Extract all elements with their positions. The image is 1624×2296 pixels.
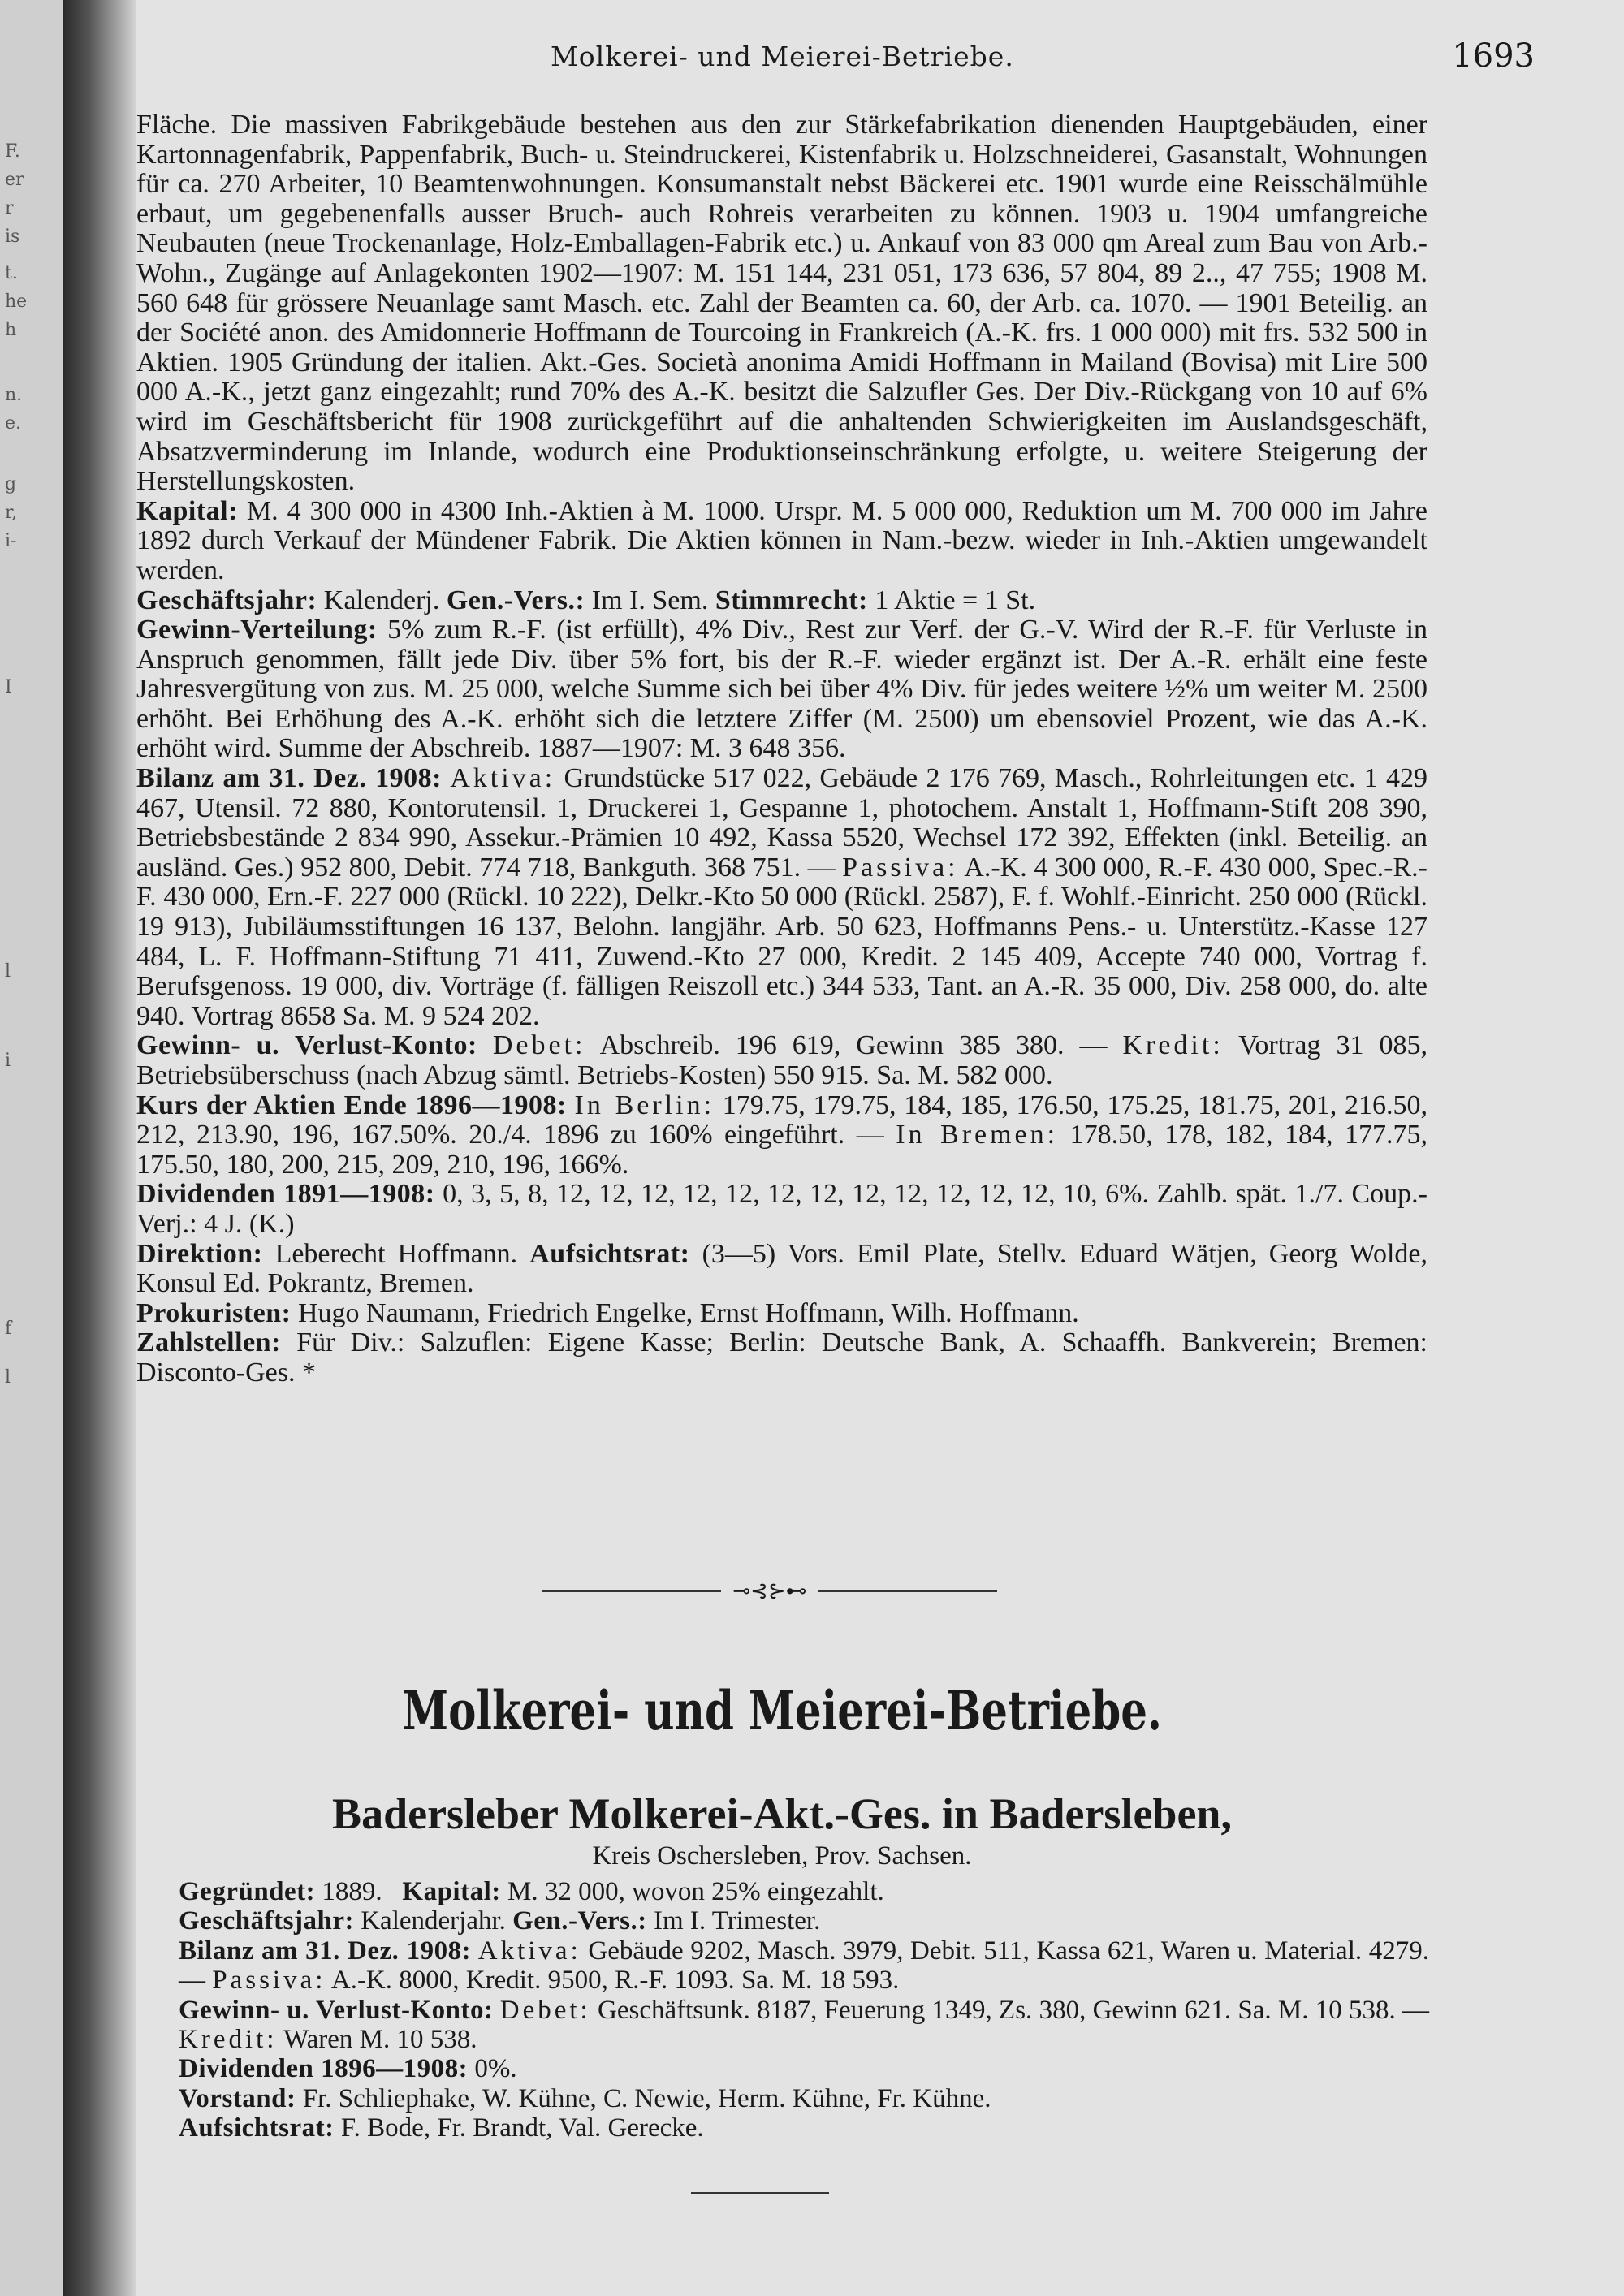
facing-fragment: t.	[5, 263, 18, 283]
company-name: Badersleber Molkerei-Akt.-Ges. in Badersleben,	[332, 1789, 1232, 1838]
debet-text: Geschäftsunk. 8187, Feuerung 1349, Zs. 380, Gewinn 621. Sa. M. 10 538. —	[598, 1995, 1429, 2025]
dividenden-label: Dividenden 1896—1908:	[179, 2054, 469, 2084]
geschaeftsjahr-label: Geschäftsjahr:	[136, 585, 317, 615]
guv-entry	[179, 1996, 1429, 2055]
aufsichtsrat-entry	[179, 2113, 1429, 2143]
facing-fragment: er	[5, 170, 24, 190]
gewinn-verteilung-text: 5% zum R.-F. (ist erfüllt), 4% Div., Rest zur Verf. der G.-V. Wird der R.-F. für Verluste in Anspruch genommen, fällt jede Div. über 5% fort, bis der R.-F. wieder ergänzt ist. Der A.-R. erhält eine feste Jahresvergütung von zus. M. 25 000, welche Summe sich bei über 4% Div. für jedes weitere ½% um weiter M. 2500 erhöht. Bei Erhöhung des A.-K. erhöht sich die letztere Ziffer (M. 2500) um ebensoviel Prozent, wie das A.-K. erhöht wird. Summe der Abschreib. 1887—1907: M. 3 648 356.	[136, 615, 1427, 764]
direktion-label: Direktion:	[136, 1238, 263, 1269]
section-title: Molkerei- und Meierei-Betriebe.	[402, 1679, 1162, 1742]
running-header: Molkerei- und Meierei-Betriebe.	[551, 41, 1014, 72]
guv-entry	[136, 1031, 1427, 1090]
bilanz-label: Bilanz am 31. Dez. 1908:	[136, 763, 442, 794]
company-entry-badersleben	[179, 1877, 1429, 2143]
aktiva-text: Grundstücke 517 022, Gebäude 2 176 769, Masch., Rohrleitungen etc. 1 429 467, Utensil. 72 880, Kontorutensil. 1, Druckerei 1, Gespanne 1, photochem. Anstalt 1, Hoffmann-Stift 208 390, Betriebsbestände 2 834 990, Assekur.-Prämien 10 492, Kassa 5520, Wechsel 172 392, Effekten (inkl. Beteilig. an ausländ. Ges.) 952 800, Debit. 774 718, Bankguth. 368 751. —	[136, 763, 1428, 883]
passiva-text: A.-K. 4 300 000, R.-F. 430 000, Spec.-R.-F. 430 000, Ern.-F. 227 000 (Rückl. 10 222), Delkr.-Kto 50 000 (Rückl. 2587), F. f. Wohlf.-Einricht. 250 000 (Rückl. 19 913), Jubiläumsstiftungen 16 137, Belohn. langjähr. Arb. 50 623, Hoffmanns Pens.- u. Unterstütz.-Kasse 127 484, L. F. Hoffmann-Stiftung 71 411, Zuwend.-Kto 27 000, Kredit. 2 145 409, Accepte 740 000, Vortrag f. Berufsgenoss. 19 000, div. Vorträge (f. fälligen Reiszoll etc.) 344 533, Tant. an A.-R. 35 000, Div. 258 000, do. alte 940. Vortrag 8658 Sa. M. 9 524 202.	[136, 852, 1428, 1031]
dividenden-label: Dividenden 1891—1908:	[136, 1179, 435, 1210]
facing-fragment: i-	[5, 531, 17, 551]
company-location: Kreis Oschersleben, Prov. Sachsen.	[592, 1841, 972, 1871]
stimmrecht-text: 1 Aktie = 1 St.	[875, 585, 1036, 615]
facing-page-edge	[0, 0, 64, 2296]
prokuristen-entry	[136, 1299, 1427, 1329]
bilanz-label: Bilanz am 31. Dez. 1908:	[179, 1936, 472, 1966]
stimmrecht-label: Stimmrecht:	[715, 585, 868, 615]
kapital-entry	[136, 497, 1427, 586]
kredit-label: Kredit:	[179, 2025, 278, 2055]
facing-fragment: r,	[5, 503, 18, 523]
facing-fragment: is	[5, 227, 20, 247]
passiva-label: Passiva:	[212, 1966, 326, 1996]
geschaeftsjahr-entry	[136, 586, 1427, 616]
kapital-text: M. 4 300 000 in 4300 Inh.-Aktien à M. 1000. Urspr. M. 5 000 000, Reduktion um M. 700 000 im Jahre 1892 durch Verkauf der Mündener Fabrik. Die Aktien können in Nam.-bezw. wieder in Inh.-Aktien umgewandelt werden.	[136, 495, 1428, 585]
dividenden-text: 0, 3, 5, 8, 12, 12, 12, 12, 12, 12, 12, 12, 12, 12, 12, 12, 10, 6%. Zahlb. spät. 1./7. Coup.-Verj.: 4 J. (K.)	[136, 1179, 1428, 1239]
gen-vers-text: Im I. Sem.	[591, 585, 709, 615]
aktiva-label: Aktiva:	[450, 763, 556, 794]
zahlstellen-text: Für Div.: Salzuflen: Eigene Kasse; Berlin: Deutsche Bank, A. Schaaffh. Bankverein; Bremen: Disconto-Ges. *	[136, 1327, 1428, 1388]
gewinn-verteilung-label: Gewinn-Verteilung:	[136, 615, 378, 645]
facing-fragment: F.	[5, 141, 20, 162]
passiva-label: Passiva:	[842, 852, 959, 883]
facing-fragment: he	[5, 291, 28, 312]
direktion-entry	[136, 1240, 1427, 1299]
bremen-label: In Bremen:	[896, 1120, 1059, 1150]
dividenden-entry	[179, 2054, 1429, 2083]
facing-fragment: g	[5, 474, 17, 494]
vorstand-label: Vorstand:	[179, 2083, 296, 2113]
ornament-rule-right	[818, 1590, 997, 1592]
debet-label: Debet:	[492, 1030, 586, 1061]
facing-fragment: e.	[5, 413, 22, 434]
facing-fragment: n.	[5, 385, 23, 405]
guv-label: Gewinn- u. Verlust-Konto:	[179, 1995, 494, 2025]
section-ornament	[542, 1579, 997, 1603]
debet-label: Debet:	[499, 1995, 591, 2025]
facing-fragment: i	[5, 1051, 11, 1071]
book-gutter-shadow	[63, 0, 136, 2296]
ornament-rule-left	[542, 1590, 721, 1592]
berlin-label: In Berlin:	[574, 1090, 715, 1120]
kapital-label: Kapital:	[402, 1877, 501, 1906]
berlin-text: 179.75, 179.75, 184, 185, 176.50, 175.25, 181.75, 201, 216.50, 212, 213.90, 196, 167.50%. 20./4. 1896 zu 160% eingeführt. —	[136, 1090, 1428, 1150]
zahlstellen-label: Zahlstellen:	[136, 1327, 281, 1358]
facing-fragment: r	[5, 198, 14, 218]
bilanz-entry	[179, 1936, 1429, 1996]
facing-fragment: I	[5, 677, 12, 697]
geschaeftsjahr-label: Geschäftsjahr:	[179, 1906, 354, 1936]
kredit-text: Vortrag 31 085, Betriebsüberschuss (nach Abzug sämtl. Betriebs-Kosten) 550 915. Sa. M. 582 000.	[136, 1030, 1428, 1090]
bremen-text: 178.50, 178, 182, 184, 177.75, 175.50, 180, 200, 215, 209, 210, 196, 166%.	[136, 1120, 1428, 1180]
description-paragraph: Fläche. Die massiven Fabrikgebäude bestehen aus den zur Stärkefabrikation dienenden Hauptgebäuden, einer Kartonnagenfabrik, Pappenfabrik, Buch- u. Steindruckerei, Kistenfabrik u. Holzschneiderei, Gasanstalt, Wohnungen für ca. 270 Arbeiter, 10 Beamtenwohnungen. Konsumanstalt nebst Bäckerei etc. 1901 wurde eine Reisschälmühle erbaut, um gegebenenfalls ausser Bruch- auch Rohreis verarbeiten zu können. 1903 u. 1904 umfangreiche Neubauten (neue Trockenanlage, Holz-Emballagen-Fabrik etc.) u. Ankauf von 83 000 qm Areal zum Bau von Arb.-Wohn., Zugänge auf Anlagekonten 1902—1907: M. 151 144, 231 051, 173 636, 57 804, 89 2.., 47 755; 1908 M. 560 648 für grössere Neuanlage samt Masch. etc. Zahl der Beamten ca. 60, der Arb. ca. 1070. — 1901 Beteilig. an der Société anon. des Amidonnerie Hoffmann de Tourcoing in Frankreich (A.-K. frs. 1 000 000) mit frs. 532 500 in Aktien. 1905 Gründung der italien. Akt.-Ges. Società anonima Amidi Hoffmann in Mailand (Bovisa) mit Lire 500 000 A.-K., jetzt ganz eingezahlt; rund 70% des A.-K. besitzt die Salzufler Ges. Der Div.-Rückgang von 10 auf 6% wird im Geschäftsbericht für 1908 zurückgeführt auf die anhaltenden Schwierigkeiten im Auslandsgeschäft, Absatzverminderung im Inlande, wodurch eine Produktionseinschränkung erfolgte, u. weitere Steigerung der Herstellungskosten.	[136, 110, 1427, 497]
gewinn-verteilung-entry	[136, 615, 1427, 764]
aufsichtsrat-label: Aufsichtsrat:	[179, 2113, 335, 2143]
gen-vers-label: Gen.-Vers.:	[446, 585, 585, 615]
facing-fragment: l	[5, 1367, 11, 1388]
aufsichtsrat-text: (3—5) Vors. Emil Plate, Stellv. Eduard Wätjen, Georg Wolde, Konsul Ed. Pokrantz, Bremen.	[136, 1238, 1428, 1299]
kurs-label: Kurs der Aktien Ende 1896—1908:	[136, 1090, 567, 1120]
geschaeftsjahr-text: Kalenderjahr.	[361, 1906, 506, 1936]
facing-fragment: h	[5, 320, 17, 340]
aufsichtsrat-text: F. Bode, Fr. Brandt, Val. Gerecke.	[340, 2113, 704, 2143]
gegruendet-label: Gegründet:	[179, 1877, 316, 1906]
dividenden-text: 0%.	[474, 2054, 517, 2084]
vorstand-entry	[179, 2084, 1429, 2113]
geschaeftsjahr-entry	[179, 1906, 1429, 1936]
debet-text: Abschreib. 196 619, Gewinn 385 380. —	[599, 1030, 1108, 1061]
kurs-entry	[136, 1091, 1427, 1180]
passiva-text: A.-K. 8000, Kredit. 9500, R.-F. 1093. Sa. M. 18 593.	[330, 1966, 900, 1996]
aktiva-text: Gebäude 9202, Masch. 3979, Debit. 511, Kassa 621, Waren u. Material. 4279. —	[179, 1936, 1430, 1996]
gen-vers-label: Gen.-Vers.:	[512, 1906, 647, 1936]
document-page	[136, 0, 1624, 2296]
prokuristen-text: Hugo Naumann, Friedrich Engelke, Ernst Hoffmann, Wilh. Hoffmann.	[297, 1297, 1079, 1328]
prokuristen-label: Prokuristen:	[136, 1297, 292, 1328]
facing-fragment: l	[5, 961, 11, 982]
facing-fragment: f	[5, 1318, 12, 1339]
dividenden-entry	[136, 1180, 1427, 1239]
company-entry-hoffmann	[136, 110, 1427, 1388]
aktiva-label: Aktiva:	[477, 1936, 581, 1966]
vorstand-text: Fr. Schliephake, W. Kühne, C. Newie, Herm. Kühne, Fr. Kühne.	[302, 2083, 991, 2113]
gen-vers-text: Im I. Trimester.	[653, 1906, 821, 1936]
aufsichtsrat-label: Aufsichtsrat:	[529, 1238, 690, 1269]
kredit-text: Waren M. 10 538.	[283, 2025, 477, 2055]
kapital-text: M. 32 000, wovon 25% eingezahlt.	[508, 1877, 884, 1906]
kredit-label: Kredit:	[1122, 1030, 1224, 1061]
kapital-label: Kapital:	[136, 495, 238, 526]
gegruendet-entry	[179, 1877, 1429, 1906]
guv-label: Gewinn- u. Verlust-Konto:	[136, 1030, 477, 1061]
zahlstellen-entry	[136, 1328, 1427, 1388]
geschaeftsjahr-text: Kalenderj.	[323, 585, 440, 615]
bilanz-entry	[136, 764, 1427, 1031]
ornament-glyph: ⊸⊰⊱⊷	[732, 1579, 807, 1603]
direktion-text: Leberecht Hoffmann.	[274, 1238, 518, 1269]
closing-rule	[691, 2192, 829, 2194]
page-number: 1693	[1452, 37, 1535, 75]
gegruendet-text: 1889.	[322, 1877, 382, 1906]
